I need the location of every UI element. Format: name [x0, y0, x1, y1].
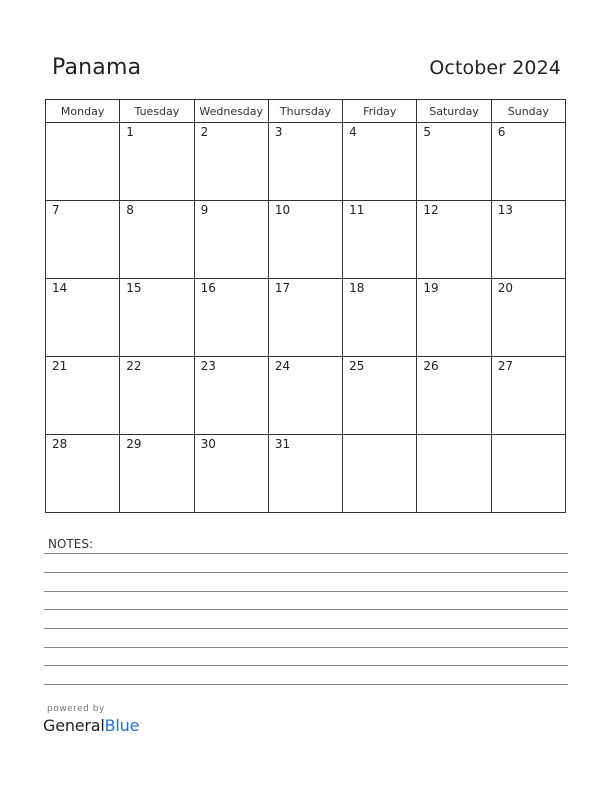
day-cell: [491, 357, 565, 435]
day-number: 21: [52, 359, 68, 373]
day-cell: [194, 123, 268, 201]
day-cell: [194, 201, 268, 279]
day-cell: [268, 201, 342, 279]
day-number: 19: [423, 281, 439, 295]
day-number: 4: [349, 125, 357, 139]
day-cell: [491, 201, 565, 279]
notes-line: [44, 572, 568, 573]
notes-line: [44, 628, 568, 629]
day-cell: [46, 201, 120, 279]
day-number: 25: [349, 359, 365, 373]
day-number: [417, 435, 490, 437]
day-number: 5: [423, 125, 432, 139]
day-number: 9: [200, 203, 209, 217]
weekday-header-row: [46, 100, 566, 123]
notes-line: [44, 553, 568, 554]
notes-line: [44, 665, 568, 666]
day-cell: [194, 357, 268, 435]
powered-by-text: powered by: [47, 704, 105, 714]
weekday-header: Sunday: [491, 100, 565, 123]
notes-line: [44, 684, 568, 685]
week-row: [46, 279, 566, 357]
day-cell: [343, 435, 417, 513]
day-number: 16: [200, 281, 216, 295]
weekday-header: Thursday: [268, 100, 342, 123]
day-cell: [194, 279, 268, 357]
day-cell: [46, 435, 120, 513]
day-cell: [46, 123, 120, 201]
day-number: 23: [200, 359, 216, 373]
day-cell: [491, 123, 565, 201]
week-row: [46, 357, 566, 435]
day-cell: [491, 279, 565, 357]
day-number: 28: [52, 437, 68, 451]
day-number: 24: [274, 359, 291, 373]
day-cell: [120, 201, 194, 279]
day-cell: [417, 279, 491, 357]
day-cell: [268, 435, 342, 513]
day-cell: [343, 357, 417, 435]
day-number: [492, 435, 565, 437]
day-number: 17: [274, 281, 291, 295]
weekday-header: Friday: [343, 100, 417, 123]
day-number: 13: [497, 203, 513, 217]
day-cell: [120, 435, 194, 513]
day-number: 20: [497, 281, 513, 295]
weekday-header: Wednesday: [194, 100, 268, 123]
day-cell: [417, 357, 491, 435]
day-cell: [417, 123, 491, 201]
calendar-grid: [45, 99, 566, 513]
logo-general-text: General: [43, 716, 105, 735]
day-number: 7: [52, 203, 60, 217]
day-number: 8: [126, 203, 134, 217]
week-row: [46, 123, 566, 201]
day-number: 15: [126, 281, 142, 295]
day-cell: [120, 123, 194, 201]
day-number: 29: [126, 437, 142, 451]
notes-line: [44, 647, 568, 648]
weekday-header: Monday: [46, 100, 120, 123]
notes-line: [44, 591, 568, 592]
day-number: 27: [497, 359, 513, 373]
day-cell: [343, 123, 417, 201]
day-number: 14: [52, 281, 68, 295]
day-cell: [120, 279, 194, 357]
notes-label: NOTES:: [48, 537, 93, 551]
generalblue-logo: [43, 716, 139, 735]
day-cell: [417, 201, 491, 279]
weekday-header: Tuesday: [120, 100, 194, 123]
day-number: 30: [200, 437, 216, 451]
day-number: 26: [423, 359, 439, 373]
day-number: 3: [274, 125, 283, 139]
day-cell: [268, 279, 342, 357]
day-number: [46, 123, 119, 125]
day-cell: [268, 123, 342, 201]
day-number: 22: [126, 359, 142, 373]
notes-line: [44, 609, 568, 610]
month-title: October 2024: [429, 57, 561, 79]
weekday-header: Saturday: [417, 100, 491, 123]
day-cell: [417, 435, 491, 513]
day-number: [343, 435, 416, 437]
week-row: [46, 201, 566, 279]
day-cell: [46, 279, 120, 357]
day-number: 10: [274, 203, 291, 217]
day-number: 31: [274, 437, 291, 451]
day-number: 11: [349, 203, 365, 217]
day-number: 6: [497, 125, 506, 139]
day-cell: [491, 435, 565, 513]
day-number: 1: [126, 125, 134, 139]
country-title: Panama: [52, 55, 142, 80]
day-number: 12: [423, 203, 439, 217]
day-cell: [343, 279, 417, 357]
week-row: [46, 435, 566, 513]
day-cell: [46, 357, 120, 435]
day-cell: [268, 357, 342, 435]
day-number: 2: [200, 125, 209, 139]
day-cell: [343, 201, 417, 279]
day-cell: [194, 435, 268, 513]
day-cell: [120, 357, 194, 435]
day-number: 18: [349, 281, 365, 295]
logo-blue-text: Blue: [104, 716, 140, 735]
